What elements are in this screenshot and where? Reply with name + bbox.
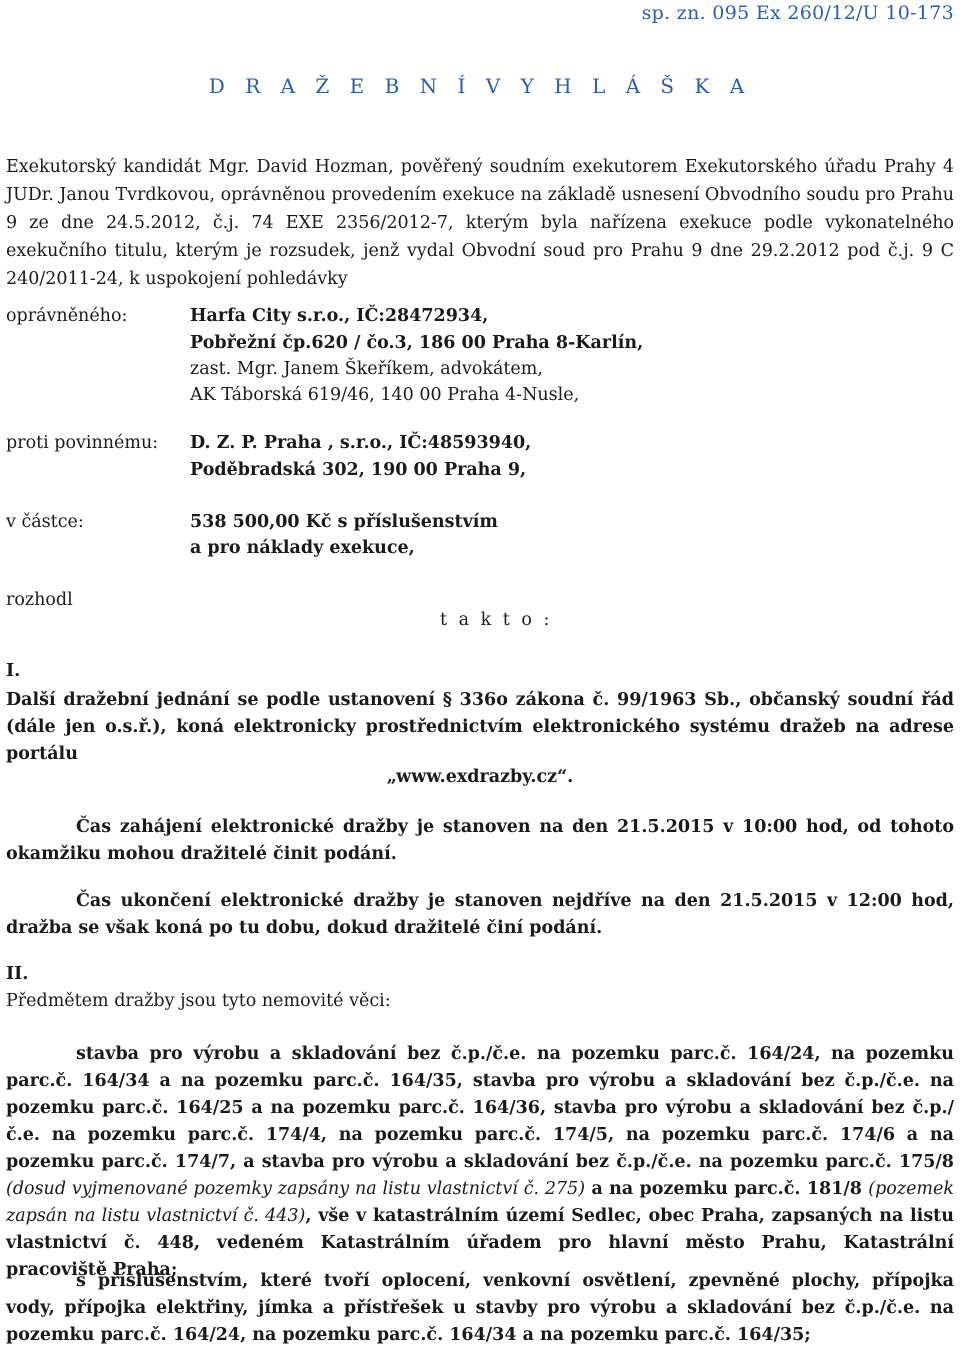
debtor-label: proti povinnému: bbox=[6, 433, 159, 453]
creditor-label: oprávněného: bbox=[6, 306, 128, 326]
intro-paragraph: Exekutorský kandidát Mgr. David Hozman, pověřený soudním exekutorem Exekutorského úřadu Prahy 4 JUDr. Janou Tvrdkovou, oprávněnou provedením exekuce na základě usnesení Obvodního soudu pro Prahu 9 ze dne 24.5.2012, č.j. 74 EXE 2356/2012-7, kterým byla nařízena exekuce podle vykonatelného exekučního titulu, kterým je rozsudek, jenž vydal Obvodní soud pro Prahu 9 dne 29.2.2012 pod č.j. 9 C 240/2011-24, k uspokojení pohledávky bbox=[6, 157, 954, 289]
amount-label: v částce: bbox=[6, 512, 84, 532]
property-text-e: , vše v katastrálním území Sedlec, obec Praha, zapsaných na listu vlastnictví č. 448, vedeném Katastrálním úřadem pro hlavní město Prahu, Katastrální pracoviště Praha; bbox=[6, 1206, 954, 1280]
section-1-number: I. bbox=[6, 661, 21, 681]
section-1-text bbox=[6, 687, 954, 768]
debtor-name: D. Z. P. Praha , s.r.o., IČ:48593940, bbox=[190, 433, 532, 453]
property-description bbox=[6, 1041, 954, 1284]
creditor-representative: zast. Mgr. Janem Škeříkem, advokátem, bbox=[190, 359, 543, 379]
portal-address: „www.exdrazby.cz“. bbox=[386, 767, 574, 787]
auction-end: Čas ukončení elektronické dražby je stanoven nejdříve na den 21.5.2015 v 12:00 hod, dražba se však koná po tu dobu, dokud dražitelé činí podání. bbox=[6, 891, 954, 938]
amount-value: 538 500,00 Kč s příslušenstvím bbox=[190, 512, 498, 532]
property-text-c: a na pozemku parc.č. 181/8 bbox=[585, 1179, 869, 1199]
property-note-1: (dosud vyjmenované pozemky zapsány na listu vlastnictví č. 275) bbox=[6, 1179, 586, 1199]
section-2-heading: Předmětem dražby jsou tyto nemovité věci: bbox=[6, 991, 391, 1011]
document-title: D R A Ž E B N Í V Y H L Á Š K A bbox=[208, 74, 752, 98]
auction-start: Čas zahájení elektronické dražby je stanoven na den 21.5.2015 v 10:00 hod, od tohoto okamžiku mohou dražitelé činit podání. bbox=[6, 817, 954, 864]
section-1-text-b: , občanský soudní řád (dále jen o.s.ř.), koná elektronicky prostřednictvím elektronického systému dražeb na adrese portálu bbox=[6, 690, 954, 764]
case-reference: sp. zn. 095 Ex 260/12/U 10-173 bbox=[641, 2, 954, 24]
decided-word: rozhodl bbox=[6, 590, 73, 610]
section-1-text-a: Další dražební jednání se podle ustanovení § 336o zákona č. 99/1963 Sb. bbox=[6, 690, 736, 710]
property-note-2: (pozemek zapsán na listu vlastnictví č. 443) bbox=[6, 1179, 954, 1226]
creditor-representative-address: AK Táborská 619/46, 140 00 Praha 4-Nusle, bbox=[190, 385, 580, 405]
creditor-address: Pobřežní čp.620 / čo.3, 186 00 Praha 8-Karlín, bbox=[190, 333, 644, 353]
accessories-description: s příslušenstvím, které tvoří oplocení, venkovní osvětlení, zpevněné plochy, přípojka vody, přípojka elektřiny, jímka a přístřešek u stavby pro výrobu a skladování bez č.p./č.e. na pozemku parc.č. 164/24, na pozemku parc.č. 164/34 a na pozemku parc.č. 164/35; bbox=[6, 1271, 954, 1345]
property-text-a: stavba pro výrobu a skladování bez č.p./č.e. na pozemku parc.č. 164/24, na pozemku parc.č. 164/34 a na pozemku parc.č. 164/35, stavba pro výrobu a skladování bez č.p./č.e. na pozemku parc.č. 164/25 a na pozemku parc.č. 164/36, stavba pro výrobu a skladování bez č.p./č.e. na pozemku parc.č. 174/4, na pozemku parc.č. 174/5, na pozemku parc.č. 174/6 a na pozemku parc.č. 174/7, a stavba pro výrobu a skladování bez č.p./č.e. na pozemku parc.č. 175/8 bbox=[6, 1044, 954, 1172]
debtor-address: Poděbradská 302, 190 00 Praha 9, bbox=[190, 460, 527, 480]
amount-costs: a pro náklady exekuce, bbox=[190, 538, 415, 558]
creditor-name: Harfa City s.r.o., IČ:28472934, bbox=[190, 306, 489, 326]
decision-takto: t a k t o : bbox=[440, 610, 553, 630]
section-2-number: II. bbox=[6, 964, 29, 984]
